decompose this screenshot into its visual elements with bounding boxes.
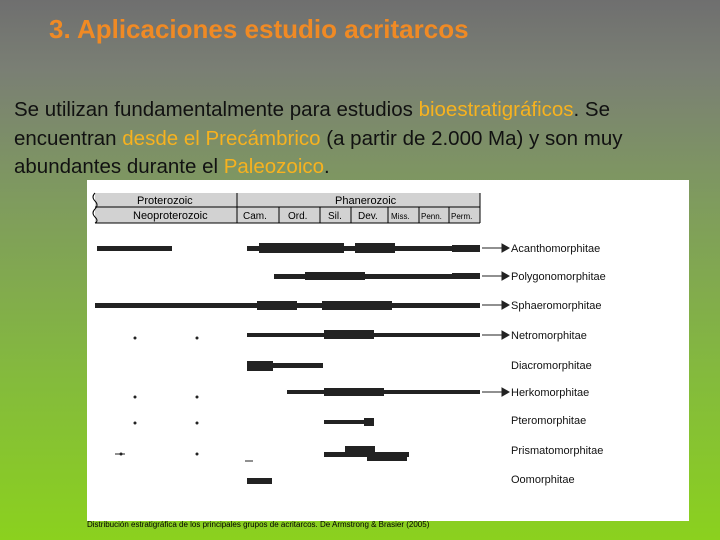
period-silurian: Sil. bbox=[328, 211, 342, 222]
header-phanerozoic: Phanerozoic bbox=[335, 195, 397, 207]
period-cambrian: Cam. bbox=[243, 211, 267, 222]
abundance-bar bbox=[322, 301, 392, 310]
range-bar bbox=[97, 246, 172, 251]
figure-caption: Distribución estratigráfica de los principales grupos de acritarcos. De Armstrong & Brasier (2005) bbox=[87, 520, 430, 529]
highlight-bioestratigraficos: bioestratigráficos bbox=[418, 98, 574, 121]
group-label: Netromorphitae bbox=[511, 330, 587, 342]
range-bar bbox=[274, 274, 480, 279]
occurrence-dot bbox=[134, 422, 137, 425]
range-bar bbox=[452, 245, 480, 252]
text-part-4: . bbox=[324, 155, 330, 178]
occurrence-dot bbox=[196, 337, 199, 340]
abundance-bar bbox=[305, 272, 365, 280]
abundance-bar bbox=[259, 243, 344, 253]
group-label: Polygonomorphitae bbox=[511, 271, 606, 283]
group-label: Pteromorphitae bbox=[511, 415, 587, 427]
text-part-1: Se utilizan fundamentalmente para estudios bbox=[14, 98, 419, 121]
abundance-bar bbox=[345, 446, 375, 455]
highlight-paleozoico: Paleozoico bbox=[223, 155, 325, 178]
distribution-chart bbox=[87, 180, 689, 521]
range-bar bbox=[324, 420, 364, 424]
period-mississippian: Miss. bbox=[391, 212, 410, 221]
group-label: Herkomorphitae bbox=[511, 387, 590, 399]
abundance-bar bbox=[364, 418, 374, 426]
period-ordovician: Ord. bbox=[288, 211, 308, 222]
group-label: Diacromorphitae bbox=[511, 360, 592, 372]
range-bar bbox=[367, 456, 407, 461]
abundance-bar bbox=[257, 301, 297, 310]
text-part-2: . Se encuentran bbox=[14, 98, 610, 150]
abundance-bar bbox=[247, 361, 273, 371]
occurrence-dot bbox=[196, 453, 199, 456]
occurrence-dot bbox=[120, 453, 123, 456]
highlight-precambrico: desde el Precámbrico bbox=[122, 126, 321, 150]
range-bar bbox=[452, 273, 480, 279]
arrow-icon bbox=[502, 388, 509, 396]
stratigraphic-distribution-figure bbox=[87, 180, 689, 529]
arrow-icon bbox=[502, 244, 509, 252]
period-pennsylvanian: Penn. bbox=[421, 212, 442, 221]
range-bar bbox=[247, 478, 272, 484]
group-label: Sphaeromorphitae bbox=[511, 300, 602, 312]
abundance-bar bbox=[355, 243, 395, 253]
arrow-icon bbox=[502, 272, 509, 280]
occurrence-dot bbox=[196, 396, 199, 399]
range-bar bbox=[273, 363, 323, 368]
occurrence-dot bbox=[134, 396, 137, 399]
arrow-icon bbox=[502, 301, 509, 309]
abundance-bar bbox=[324, 330, 374, 339]
group-label: Acanthomorphitae bbox=[511, 243, 601, 255]
header-proterozoic: Proterozoic bbox=[137, 195, 193, 207]
abundance-bar bbox=[324, 388, 384, 396]
group-arrows bbox=[482, 244, 509, 396]
period-devonian: Dev. bbox=[358, 211, 378, 222]
period-permian: Perm. bbox=[451, 212, 473, 221]
slide-paragraph bbox=[14, 96, 714, 182]
header-neoproterozoic: Neoproterozoic bbox=[133, 210, 208, 222]
slide-title: 3. Aplicaciones estudio acritarcos bbox=[49, 14, 469, 44]
group-label: Prismatomorphitae bbox=[511, 445, 604, 457]
occurrence-dot bbox=[134, 337, 137, 340]
arrow-icon bbox=[502, 331, 509, 339]
occurrence-dot bbox=[196, 422, 199, 425]
group-label: Oomorphitae bbox=[511, 474, 575, 486]
text-part-3: (a partir de 2.000 Ma) y son muy abundantes durante el bbox=[14, 126, 623, 178]
